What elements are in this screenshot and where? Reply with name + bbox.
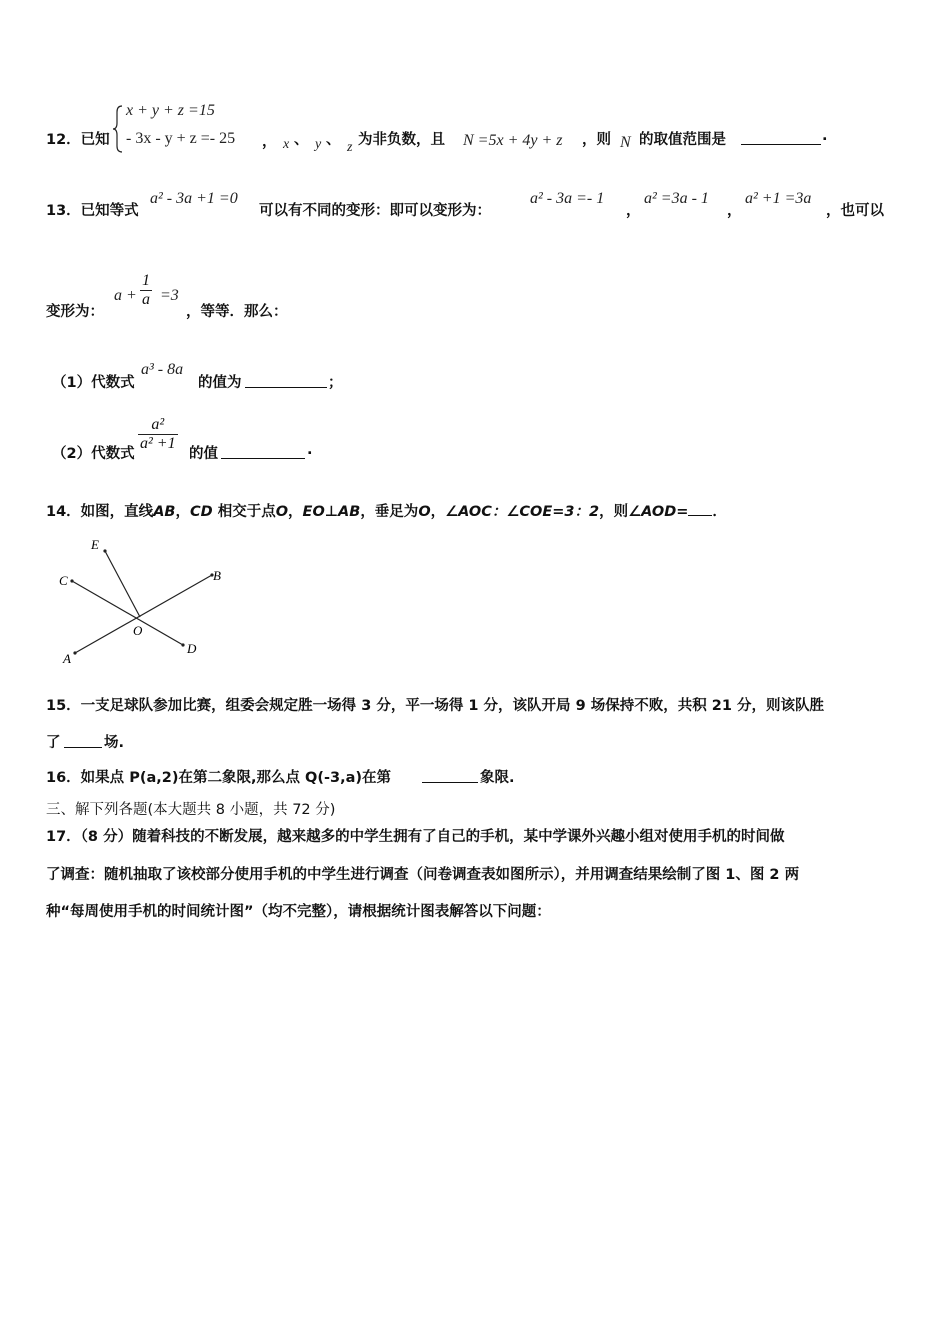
q13-form-1: a² - 3a =- 1 bbox=[530, 190, 605, 207]
label-o: O bbox=[133, 623, 143, 638]
q14-cd: CD bbox=[189, 504, 213, 520]
q14-diagram bbox=[55, 535, 230, 670]
q12-sep-1: 、 bbox=[294, 132, 309, 148]
q12-n: N bbox=[620, 134, 631, 151]
point-d bbox=[181, 643, 184, 646]
q14-o: O bbox=[275, 504, 289, 520]
q14-text bbox=[46, 500, 727, 521]
q15-line2-prefix: 了 bbox=[46, 735, 61, 751]
q12-var-x: x bbox=[283, 137, 290, 152]
q13-equation: a² - 3a +1 =0 bbox=[150, 190, 238, 207]
q13-sub1-label: （1）代数式 bbox=[52, 375, 135, 391]
q12-number: 12．已知 bbox=[46, 132, 110, 148]
q17-line1: 17．（8 分）随着科技的不断发展，越来越多的中学生拥有了自己的手机，某中学课外兴趣小组对使用手机的时间做 bbox=[46, 829, 785, 845]
q14-end: ． bbox=[712, 504, 727, 520]
q13-middle-text: 可以有不同的变形：即可以变形为： bbox=[259, 203, 491, 219]
q15-line2-suffix: 场. bbox=[104, 735, 125, 751]
q13-sub2-end: 的值 bbox=[189, 446, 218, 462]
q14-text-c: ， bbox=[288, 504, 303, 520]
label-d: D bbox=[187, 641, 197, 656]
q12-end-text: 的取值范围是 bbox=[639, 132, 726, 148]
q13-frac-den: a bbox=[142, 291, 150, 308]
q13-sub2-den: a² +1 bbox=[140, 435, 176, 452]
q13-frac-lead: a + bbox=[114, 287, 137, 304]
q14-text-d: ，垂足为 bbox=[360, 504, 419, 520]
q13-fraction bbox=[140, 272, 152, 309]
q13-line2-suffix: ，等等．那么： bbox=[186, 304, 288, 320]
q12-comma: ， bbox=[262, 134, 277, 150]
q12-answer-blank bbox=[741, 130, 821, 145]
q13-comma-1: ， bbox=[626, 203, 641, 219]
q15-line1: 15．一支足球队参加比赛，组委会规定胜一场得 3 分，平一场得 1 分，该队开局 9 场保持不败，共积 21 分，则该队胜 bbox=[46, 698, 825, 714]
q13-comma-2: ， bbox=[727, 203, 742, 219]
q17-line2: 了调查：随机抽取了该校部分使用手机的中学生进行调查（问卷调查表如图所示），并用调查结果绘制了图 1、图 2 两 bbox=[46, 867, 800, 883]
point-e bbox=[103, 549, 106, 552]
q12-var-y: y bbox=[315, 137, 322, 152]
q13-sub2-blank bbox=[221, 444, 305, 459]
q13-sub2-fraction bbox=[138, 416, 178, 453]
system-brace bbox=[112, 104, 124, 154]
label-c: C bbox=[59, 573, 68, 588]
q13-form-3: a² +1 =3a bbox=[745, 190, 812, 207]
q13-sub2-label: （2）代数式 bbox=[52, 446, 135, 462]
q17-line3: 种“每周使用手机的时间统计图”（均不完整），请根据统计图表解答以下问题： bbox=[46, 904, 551, 920]
point-c bbox=[70, 579, 73, 582]
q12-middle-text: 为非负数，且 bbox=[358, 132, 445, 148]
point-a bbox=[73, 651, 76, 654]
q14-text-f: ，则 bbox=[599, 504, 629, 520]
q14-sep: ， bbox=[175, 504, 190, 520]
q13-sub1-blank bbox=[245, 373, 327, 388]
q14-aod: ∠AOD= bbox=[628, 504, 689, 520]
q13-number: 13．已知等式 bbox=[46, 203, 139, 219]
q13-sub1-expression: a³ - 8a bbox=[141, 361, 184, 378]
q12-sep-2: 、 bbox=[326, 132, 341, 148]
q13-sub1-end: 的值为 bbox=[198, 375, 242, 391]
q13-line2-prefix: 变形为： bbox=[46, 304, 104, 320]
q12-equation-1: x + y + z =15 bbox=[126, 102, 215, 119]
q13-sub1-punc: ； bbox=[328, 375, 343, 391]
q14-answer-blank bbox=[688, 501, 712, 516]
q12-var-z: z bbox=[347, 140, 353, 155]
q13-frac-num: 1 bbox=[142, 272, 150, 289]
line-eo bbox=[105, 551, 140, 617]
q14-text-e: ， bbox=[430, 504, 446, 520]
q12-then: ，则 bbox=[582, 132, 611, 148]
q14-ab: AB bbox=[153, 504, 176, 520]
q14-text-b: 相交于点 bbox=[217, 504, 276, 520]
q13-also: ，也可以 bbox=[826, 203, 884, 219]
line-cd bbox=[72, 581, 183, 645]
q13-sub2-num: a² bbox=[151, 416, 165, 433]
q14-o2: O bbox=[418, 504, 431, 520]
section-3-heading: 三、解下列各题(本大题共 8 小题，共 72 分) bbox=[46, 802, 336, 818]
q14-ratio: ∠AOC：∠COE=3：2 bbox=[445, 504, 600, 520]
q16-prefix: 16．如果点 P(a,2)在第二象限,那么点 Q(-3,a)在第 bbox=[46, 770, 392, 786]
q13-sub2-punc: . bbox=[307, 442, 313, 458]
q12-equation-2: - 3x - y + z =- 25 bbox=[126, 130, 236, 147]
q13-frac-tail: =3 bbox=[160, 287, 179, 304]
q14-text-a: 14．如图，直线 bbox=[46, 504, 154, 520]
q16-answer-blank bbox=[422, 768, 478, 783]
q12-n-equation: N =5x + 4y + z bbox=[463, 132, 563, 149]
label-e: E bbox=[91, 537, 99, 552]
label-a: A bbox=[63, 651, 71, 666]
label-b: B bbox=[213, 568, 221, 583]
q14-eo-ab: EO⊥AB bbox=[302, 504, 361, 520]
q15-answer-blank bbox=[64, 733, 102, 748]
q13-form-2: a² =3a - 1 bbox=[644, 190, 709, 207]
q12-dot: . bbox=[822, 128, 828, 144]
q16-suffix: 象限. bbox=[480, 770, 515, 786]
